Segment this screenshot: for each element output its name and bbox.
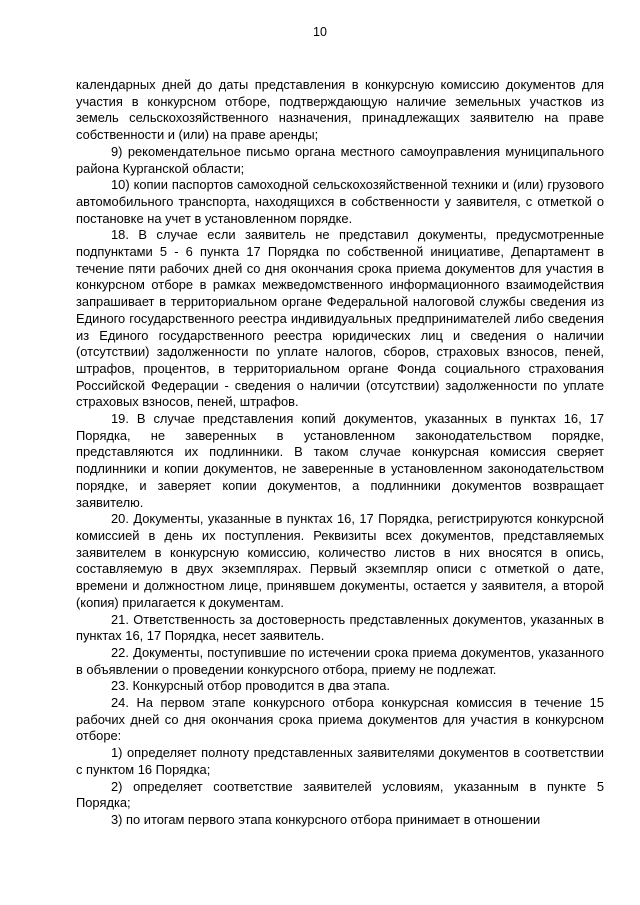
document-body: [76, 77, 604, 829]
paragraph-clause-21: 21. Ответственность за достоверность представленных документов, указанных в пунктах 16, 17 Порядка, несет заявитель.: [76, 611, 604, 644]
paragraph-item-10: 10) копии паспортов самоходной сельскохозяйственной техники и (или) грузового автомобильного транспорта, находящихся в собственности у заявителя, с отметкой о постановке на учет в установленном порядке.: [76, 177, 604, 226]
paragraph-clause-20: 20. Документы, указанные в пунктах 16, 17 Порядка, регистрируются конкурсной комиссией в день их поступления. Реквизиты всех документов, представляемых заявителем в конкурсную комиссию, количество листов в них вносятся в опись, составляемую в двух экземплярах. Первый экземпляр описи с отметкой о дате, времени и должностном лице, принявшем документы, остается у заявителя, а второй (копия) прилагается к документам.: [76, 511, 604, 610]
paragraph-subitem-1: 1) определяет полноту представленных заявителями документов в соответствии с пунктом 16 Порядка;: [76, 745, 604, 777]
paragraph-clause-18: 18. В случае если заявитель не представил документы, предусмотренные подпунктами 5 - 6 пункта 17 Порядка по собственной инициативе, Департамент в течение пяти рабочих дней со дня окончания срока приема документов для участия в конкурсном отборе в рамках межведомственного информационного взаимодействия запрашивает в территориальном органе Федеральной налоговой службы сведения из Единого государственного реестра индивидуальных предпринимателей либо сведения из Единого государственного реестра юридических лиц и сведения о наличии (отсутствии) задолженности по уплате налогов, сборов, страховых взносов, пеней, штрафов, процентов, в территориальном органе Фонда социального страхования Российской Федерации - сведения о наличии (отсутствии) задолженности по уплате страховых взносов, пеней, штрафов.: [76, 227, 604, 410]
paragraph-clause-19: 19. В случае представления копий документов, указанных в пунктах 16, 17 Порядка, не заверенных в установленном законодательством порядке, представляются их подлинники. В таком случае конкурсная комиссия сверяет подлинники и копии документов, не заверенные в установленном законодательством порядке, и заверяет копии документов, а подлинники документов возвращает заявителю.: [76, 411, 604, 510]
paragraph-subitem-2: 2) определяет соответствие заявителей условиям, указанным в пункте 5 Порядка;: [76, 778, 604, 811]
paragraph-subitem-3: 3) по итогам первого этапа конкурсного отбора принимает в отношении: [111, 811, 541, 827]
paragraph-clause-22: 22. Документы, поступившие по истечении срока приема документов, указанного в объявлении о проведении конкурсного отбора, приему не подлежат.: [76, 644, 604, 677]
page-number: 10: [313, 25, 327, 39]
paragraph-item-9: 9) рекомендательное письмо органа местного самоуправления муниципального района Курганской области;: [76, 143, 604, 176]
paragraph-clause-24: 24. На первом этапе конкурсного отбора конкурсная комиссия в течение 15 рабочих дней со дня окончания срока приема документов для участия в конкурсном отборе:: [76, 695, 604, 744]
paragraph-clause-23: 23. Конкурсный отбор проводится в два этапа.: [111, 678, 391, 694]
paragraph-continuation: календарных дней до даты представления в конкурсную комиссию документов для участия в конкурсном отборе, подтверждающую наличие земельных участков из земель сельскохозяйственного назначения, принадлежащих заявителю на праве собственности и (или) на праве аренды;: [76, 77, 604, 143]
